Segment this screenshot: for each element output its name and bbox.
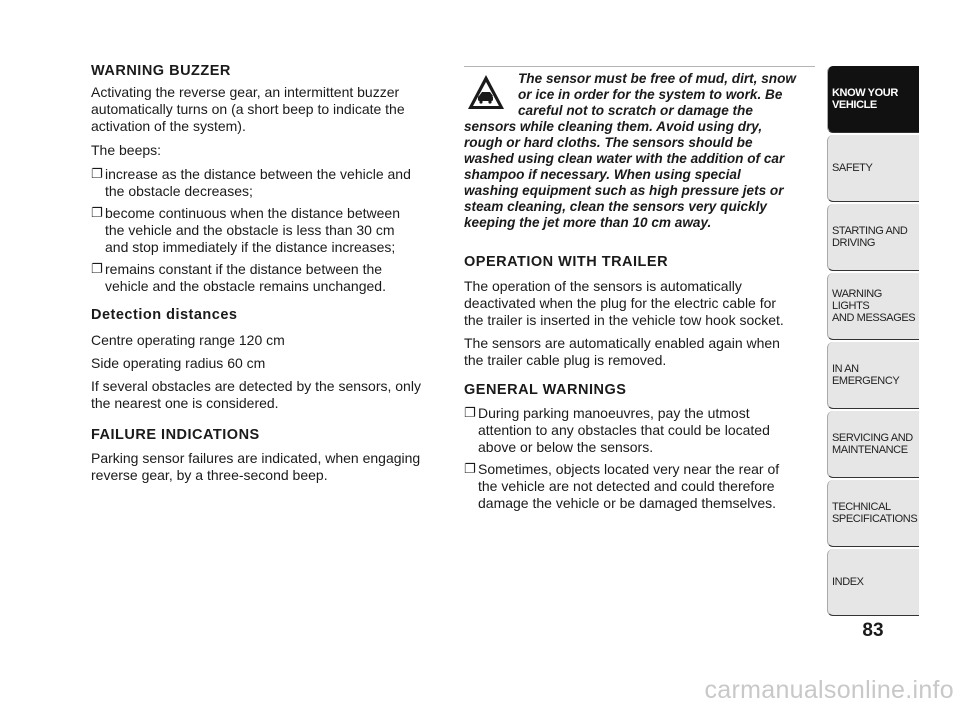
warning-text-line: careful not to scratch or damage the — [518, 103, 753, 118]
warning-text-line: washing equipment such as high pressure jets or — [464, 183, 784, 198]
trailer-text-line: the trailer is inserted in the vehicle tow hook socket. — [464, 312, 784, 328]
warning-text-line: The sensor must be free of mud, dirt, snow — [518, 71, 796, 86]
tab-safety[interactable]: SAFETY — [827, 135, 919, 202]
failure-text-line: Parking sensor failures are indicated, when engaging — [91, 450, 421, 466]
tab-know-your-vehicle[interactable]: KNOW YOUR VEHICLE — [827, 66, 919, 133]
warning-triangle-icon — [466, 72, 506, 112]
beeps-label: The beeps: — [91, 142, 162, 158]
watermark-text: carmanualsonline.info — [704, 676, 954, 704]
trailer-text-line: The operation of the sensors is automatically — [464, 278, 742, 294]
buzzer-text-line: activation of the system). — [91, 118, 246, 134]
side-radius-text: Side operating radius 60 cm — [91, 355, 266, 371]
warning-text-line: washed using clean water with the addition of car — [464, 151, 785, 166]
operation-with-trailer-heading: OPERATION WITH TRAILER — [464, 254, 669, 270]
centre-range-text: Centre operating range 120 cm — [91, 332, 285, 348]
warning-text-line: shampoo if necessary. When using special — [464, 167, 741, 182]
warning-divider — [464, 66, 815, 67]
detection-distances-heading: Detection distances — [91, 307, 238, 323]
warning-text-line: steam cleaning, clean the sensors very quickly — [464, 199, 767, 214]
warning-buzzer-heading: WARNING BUZZER — [91, 63, 231, 79]
tab-index[interactable]: INDEX — [827, 549, 919, 616]
page-number: 83 — [862, 620, 884, 641]
reenable-text-line: the trailer cable plug is removed. — [464, 352, 667, 368]
trailer-text-line: deactivated when the plug for the electric cable for — [464, 295, 777, 311]
tab-in-an-emergency[interactable]: IN AN EMERGENCY — [827, 342, 919, 409]
tab-warning-lights[interactable]: WARNING LIGHTS AND MESSAGES — [827, 273, 919, 340]
warning-text-line: or ice in order for the system to work. Be — [518, 87, 783, 102]
checkbox-bullet-icon: ❐ — [464, 461, 476, 476]
buzzer-text-line: Activating the reverse gear, an intermittent buzzer — [91, 84, 400, 100]
checkbox-bullet-icon: ❐ — [464, 405, 476, 420]
warning-text-line: sensors while cleaning them. Avoid using dry, — [464, 119, 763, 134]
several-obstacles-text: the nearest one is considered. — [91, 395, 279, 411]
tab-starting-and-driving[interactable]: STARTING AND DRIVING — [827, 204, 919, 271]
checkbox-bullet-icon: ❐ — [91, 166, 103, 181]
general-warnings-heading: GENERAL WARNINGS — [464, 382, 627, 398]
warning-text-line: keeping the jet more than 10 cm away. — [464, 215, 712, 230]
several-obstacles-text: If several obstacles are detected by the sensors, only — [91, 378, 421, 394]
checkbox-bullet-icon: ❐ — [91, 205, 103, 220]
tab-technical-specifications[interactable]: TECHNICAL SPECIFICATIONS — [827, 480, 919, 547]
failure-indications-heading: FAILURE INDICATIONS — [91, 427, 260, 443]
checkbox-bullet-icon: ❐ — [91, 261, 103, 276]
warning-text-line: rough or hard cloths. The sensors should be — [464, 135, 753, 150]
failure-text-line: reverse gear, by a three-second beep. — [91, 467, 328, 483]
reenable-text-line: The sensors are automatically enabled again when — [464, 335, 780, 351]
tab-servicing-and-maintenance[interactable]: SERVICING AND MAINTENANCE — [827, 411, 919, 478]
buzzer-text-line: automatically turns on (a short beep to indicate the — [91, 101, 405, 117]
